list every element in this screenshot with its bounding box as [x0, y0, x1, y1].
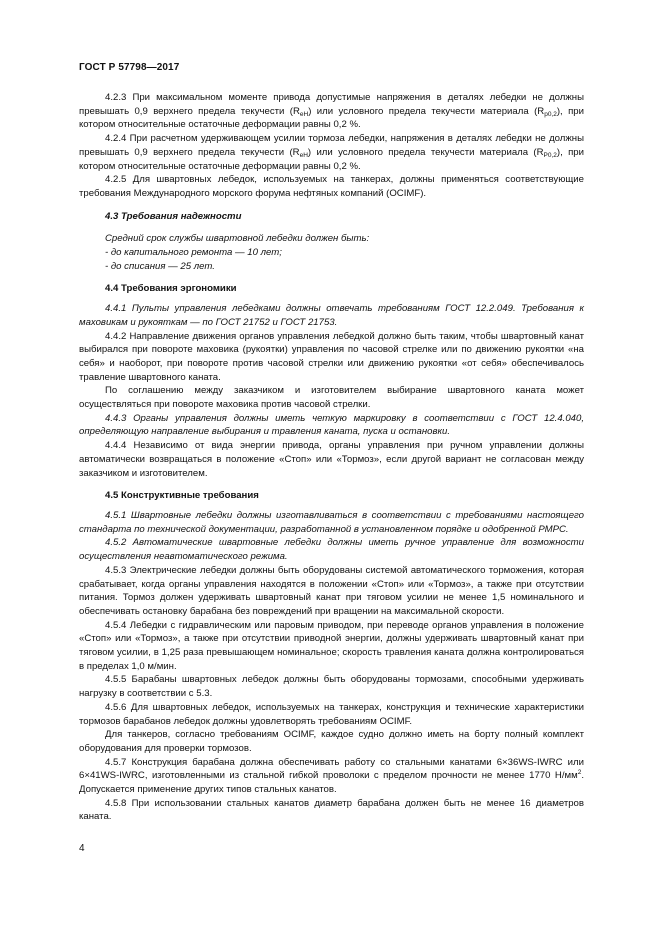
clause-4-5-5: 4.5.5 Барабаны швартовных лебедок должны быть оборудованы тормозами, способными удерживать нагрузку в соответствии с 5.3.: [79, 674, 584, 700]
reliability-item: - до капитального ремонта — 10 лет;: [105, 247, 282, 259]
clause-4-2-3: 4.2.3 При максимальном моменте привода допустимые напряжения в деталях лебедки не должны превышать 0,9 верхнего предела текучести $(R_{eH})$ или условного предела текучести материала $(R_{p0,2})$, при котором относительные остаточные деформации равны 0,2 %.: [79, 92, 585, 131]
clause-4-4-4: 4.4.4 Независимо от вида энергии привода, органы управления при ручном управлении должны автоматически возвращаться в положение «Стоп» или «Тормоз», если другой вариант не согласован между заказчиком и изготовителем.: [79, 440, 584, 479]
clause-4-5-1: 4.5.1 Швартовные лебедки должны изготавливаться в соответствии с требованиями настоящего стандарта по технической документации, разработанной в установленном порядке и одобренной РМРС.: [79, 509, 584, 535]
clause-4-5-3: 4.5.3 Электрические лебедки должны быть оборудованы системой автоматического торможения, которая срабатывает, когда органы управления находятся в положении «Стоп» или «Тормоз», а также при отсутствии питания. Тормоз должен удерживать швартовный канат при тяговом усилии не менее 1,5 номинального и обеспечивать остановку барабана без повреждений при вращении на максимальной скорости.: [79, 564, 584, 617]
clause-4-5-4: 4.5.4 Лебедки с гидравлическим или паровым приводом, при переводе органов управления в положение «Стоп» или «Тормоз», а также при отсутствии приводной энергии, должны удерживать швартовный канат при тяговом усилии, в 1,25 раза превышающем номинальное; скорость травления каната должна контролироваться в пределах 1,0 м/мин.: [79, 619, 584, 672]
clause-4-4-2-note: По соглашению между заказчиком и изготовителем выбирание швартовного каната может осуществляться при повороте маховика против часовой стрелки.: [79, 385, 584, 411]
clause-4-2-4: 4.2.4 При расчетном удерживающем усилии тормоза лебедки, напряжения в деталях лебедки не должны превышать 0,9 верхнего предела текучести $(R_{eH})$ или условного предела текучести материала $(R_{P0,2})$, при котором относительные остаточные деформации равны 0,2 %.: [79, 133, 585, 172]
section-heading-4-3: 4.3 Требования надежности: [105, 210, 242, 222]
document-header: ГОСТ Р 57798—2017: [79, 62, 180, 73]
page-number: 4: [79, 843, 85, 854]
clause-4-5-6: 4.5.6 Для швартовных лебедок, используемых на танкерах, конструкция и технические характеристики тормозов барабанов лебедок должны удовлетворять требованиям OCIMF.: [79, 701, 584, 727]
reliability-item: - до списания — 25 лет.: [105, 260, 215, 272]
clause-4-5-7: 4.5.7 Конструкция барабана должна обеспечивать работу со стальными канатами 6×36WS-IWRC или 6×41WS-IWRC, изготовленными из стальной гибкой проволоки с пределом прочности не менее 1770 $Н/мм^2$. Допускается применение других типов стальных канатов.: [79, 756, 584, 796]
clause-4-5-8: 4.5.8 При использовании стальных канатов диаметр барабана должен быть не менее 16 диаметров каната.: [79, 797, 584, 823]
reliability-intro: Средний срок службы швартовной лебедки должен быть:: [105, 233, 370, 245]
section-heading-4-4: 4.4 Требования эргономики: [105, 283, 237, 295]
document-body: [79, 91, 584, 824]
clause-4-5-6-note: Для танкеров, согласно требованиям OCIMF, каждое судно должно иметь на борту полный комплект оборудования для проверки тормозов.: [79, 729, 584, 754]
clause-4-4-1: 4.4.1 Пульты управления лебедками должны отвечать требованиям ГОСТ 12.2.049. Требования к маховикам и рукояткам — по ГОСТ 21752 и ГОСТ 21753.: [79, 303, 584, 328]
clause-4-4-2: 4.4.2 Направление движения органов управления лебедкой должно быть таким, чтобы швартовный канат выбирался при повороте маховика (рукоятки) управления по часовой стрелке или по движению рукоятки «на себя» и наоборот, при повороте против часовой стрелки или движению рукоятки «от себя» обеспечивалось травление швартовного каната.: [79, 330, 584, 383]
clause-4-5-2: 4.5.2 Автоматические швартовные лебедки должны иметь ручное управление для возможности осуществления неавтоматического режима.: [79, 537, 584, 563]
section-heading-4-5: 4.5 Конструктивные требования: [105, 490, 259, 502]
clause-4-2-5: 4.2.5 Для швартовных лебедок, используемых на танкерах, должны применяться соответствующие требования Международного морского форума нефтяных компаний (OCIMF).: [79, 174, 584, 199]
clause-4-4-3: 4.4.3 Органы управления должны иметь четкую маркировку в соответствии с ГОСТ 12.4.040, определяющую направление выбирания и травления каната, пуска и остановки.: [79, 412, 584, 438]
